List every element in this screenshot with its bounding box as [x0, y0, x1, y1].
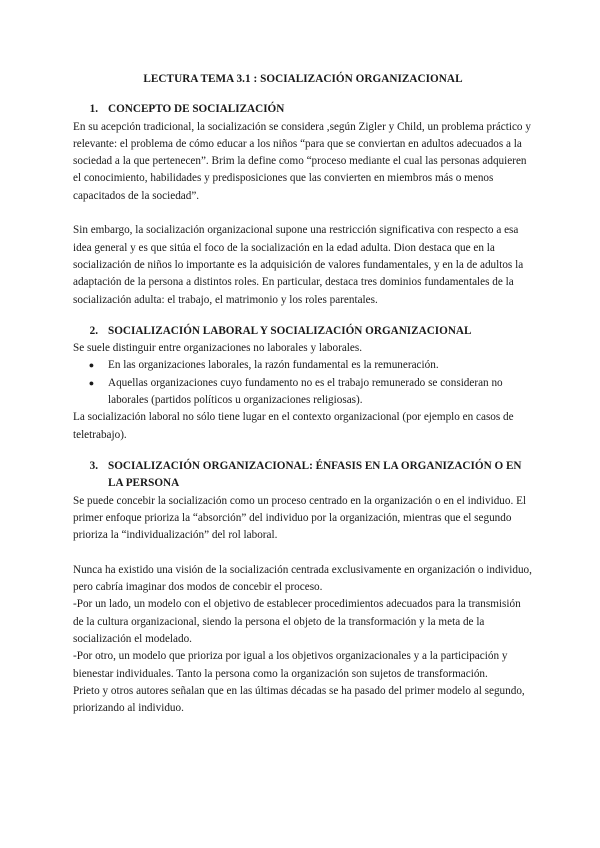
paragraph: Sin embargo, la socialización organizacional supone una restricción significativa con respecto a esa idea general y es que sitúa el foco de la socialización en la edad adulta. Dion destaca que en la socialización de niños lo importante es la adquisición de valores fundamentales, y en la de adultos la adaptación de la persona a distintos roles. En particular, destaca tres dominios fundamentales de la socialización adulta: el trabajo, el matrimonio y los roles parentales.: [73, 224, 524, 306]
list-item: ● Aquellas organizaciones cuyo fundamento no es el trabajo remunerado se consideran no laborales (partidos políticos u organizaciones religiosas).: [73, 375, 533, 410]
section-1-heading: [73, 101, 533, 118]
paragraph: Se puede concebir la socialización como un proceso centrado en la organización o en el individuo. El primer enfoque prioriza la “absorción” del individuo por la organización, mientras que el segundo prioriza la “individualización” del rol laboral.: [73, 494, 527, 542]
section-3-heading: [73, 458, 533, 493]
paragraph: -Por un lado, un modelo con el objetivo de establecer procedimientos adecuados para la transmisión de la cultura organizacional, siendo la persona el objeto de la transformación y la meta de la socialización el modelado.: [73, 598, 521, 645]
section-title: SOCIALIZACIÓN LABORAL Y SOCIALIZACIÓN ORGANIZACIONAL: [108, 324, 472, 337]
section-title: SOCIALIZACIÓN ORGANIZACIONAL: ÉNFASIS EN LA ORGANIZACIÓN O EN LA PERSONA: [108, 459, 522, 490]
document-title: LECTURA TEMA 3.1 : SOCIALIZACIÓN ORGANIZACIONAL: [143, 73, 463, 85]
paragraph: Prieto y otros autores señalan que en las últimas décadas se ha pasado del primer modelo al segundo, priorizando al individuo.: [73, 684, 525, 715]
section-number: 3.: [89, 459, 98, 472]
bullet-icon: ●: [88, 360, 95, 371]
bullet-icon: ●: [88, 377, 95, 388]
section-title: CONCEPTO DE SOCIALIZACIÓN: [108, 103, 285, 116]
paragraph: En su acepción tradicional, la socialización se considera ,según Zigler y Child, un problema práctico y relevante: el problema de cómo educar a los niños “para que se conviertan en adultos adecuados a la sociedad a la que pertenecen”. Brim la define como “proceso mediante el cual las personas adquieren el conocimiento, habilidades y predisposiciones que las convierten en miembros más o menos capacitados de la sociedad”.: [73, 120, 531, 202]
paragraph: Nunca ha existido una visión de la socialización centrada exclusivamente en organización o individuo, pero cabría imaginar dos modos de concebir el proceso.: [73, 563, 532, 594]
paragraph: La socialización laboral no sólo tiene lugar en el contexto organizacional (por ejemplo en casos de teletrabajo).: [73, 411, 514, 441]
paragraph: -Por otro, un modelo que prioriza por igual a los objetivos organizacionales y a la participación y bienestar individuales. Tanto la persona como la organización son sujetos de transformación.: [73, 650, 508, 680]
document-page: [73, 71, 533, 717]
paragraph: Se suele distinguir entre organizaciones no laborales y laborales.: [73, 342, 363, 355]
section-number: 1.: [89, 103, 98, 116]
section-number: 2.: [89, 324, 98, 337]
section-2-heading: [73, 323, 533, 340]
list-item: ● En las organizaciones laborales, la razón fundamental es la remuneración.: [73, 357, 533, 374]
bullet-list: [73, 357, 533, 409]
